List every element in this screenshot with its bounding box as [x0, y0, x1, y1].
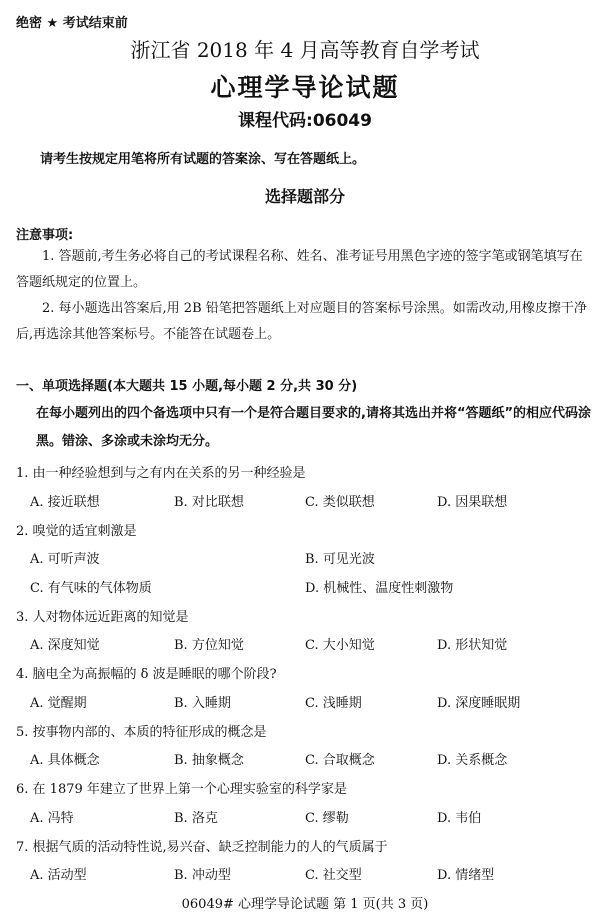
option-d: D. 机械性、温度性刺激物 — [305, 581, 454, 596]
question-stem: 5. 按事物内部的、本质的特征形成的概念是 — [16, 725, 267, 740]
option-c: C. 合取概念 — [305, 753, 375, 768]
option-a: A. 深度知觉 — [30, 638, 100, 653]
option-c: C. 社交型 — [305, 868, 362, 883]
section-title: 选择题部分 — [264, 187, 345, 206]
option-d: D. 因果联想 — [437, 495, 508, 510]
question-stem: 6. 在 1879 年建立了世界上第一个心理实验室的科学家是 — [16, 782, 347, 797]
option-a: A. 冯特 — [30, 811, 74, 826]
option-a: A. 活动型 — [30, 868, 87, 883]
question-stem: 4. 脑电全为高振幅的 δ 波是睡眠的哪个阶段? — [16, 667, 277, 682]
option-b: B. 入睡期 — [174, 696, 231, 711]
option-b: B. 抽象概念 — [174, 753, 244, 768]
option-b: B. 洛克 — [174, 811, 218, 826]
option-b: B. 冲动型 — [174, 868, 231, 883]
option-d: D. 深度睡眠期 — [437, 696, 521, 711]
note-item: 2. 每小题选出答案后,用 2B 铅笔把答题纸上对应题目的答案标号涂黑。如需改动,用橡皮擦干净后,再选涂其他答案标号。不能答在试题卷上。 — [16, 301, 587, 342]
part-heading: 一、单项选择题(本大题共 15 小题,每小题 2 分,共 30 分) — [16, 379, 358, 394]
question-stem: 2. 嗅觉的适宜刺激是 — [16, 524, 137, 539]
part-description: 在每小题列出的四个备选项中只有一个是符合题目要求的,请将其选出并将“答题纸”的相应代码涂黑。错涂、多涂或未涂均无分。 — [36, 406, 592, 449]
option-b: B. 对比联想 — [174, 495, 244, 510]
course-code: 课程代码:06049 — [238, 111, 372, 131]
subject-title: 心理学导论试题 — [210, 73, 400, 102]
question-stem: 7. 根据气质的活动特性说,易兴奋、缺乏控制能力的人的气质属于 — [16, 840, 388, 855]
option-c: C. 有气味的气体物质 — [30, 581, 152, 596]
note-item: 1. 答题前,考生务必将自己的考试课程名称、姓名、准考证号用黑色字迹的签字笔或钢笔填写在答题纸规定的位置上。 — [16, 249, 583, 290]
option-a: A. 可听声波 — [30, 552, 100, 567]
option-c: C. 缪勒 — [305, 811, 349, 826]
option-d: D. 关系概念 — [437, 753, 508, 768]
option-d: D. 韦伯 — [437, 811, 482, 826]
notes-heading: 注意事项: — [16, 228, 74, 243]
option-d: D. 形状知觉 — [437, 638, 508, 653]
option-a: A. 觉醒期 — [30, 696, 87, 711]
question-stem: 3. 人对物体远近距离的知觉是 — [16, 610, 189, 625]
option-c: C. 类似联想 — [305, 495, 375, 510]
option-b: B. 方位知觉 — [174, 638, 244, 653]
option-b: B. 可见光波 — [305, 552, 375, 567]
option-a: A. 接近联想 — [30, 495, 100, 510]
exam-title: 浙江省 2018 年 4 月高等教育自学考试 — [130, 38, 480, 62]
page-footer: 06049# 心理学导论试题 第 1 页(共 3 页) — [181, 897, 429, 912]
option-c: C. 大小知觉 — [305, 638, 375, 653]
option-c: C. 浅睡期 — [305, 696, 362, 711]
option-a: A. 具体概念 — [30, 753, 100, 768]
question-stem: 1. 由一种经验想到与之有内在关系的另一种经验是 — [16, 466, 306, 481]
general-instruction: 请考生按规定用笔将所有试题的答案涂、写在答题纸上。 — [40, 152, 366, 167]
confidential-label: 绝密 ★ 考试结束前 — [16, 16, 128, 31]
option-d: D. 情绪型 — [437, 868, 495, 883]
